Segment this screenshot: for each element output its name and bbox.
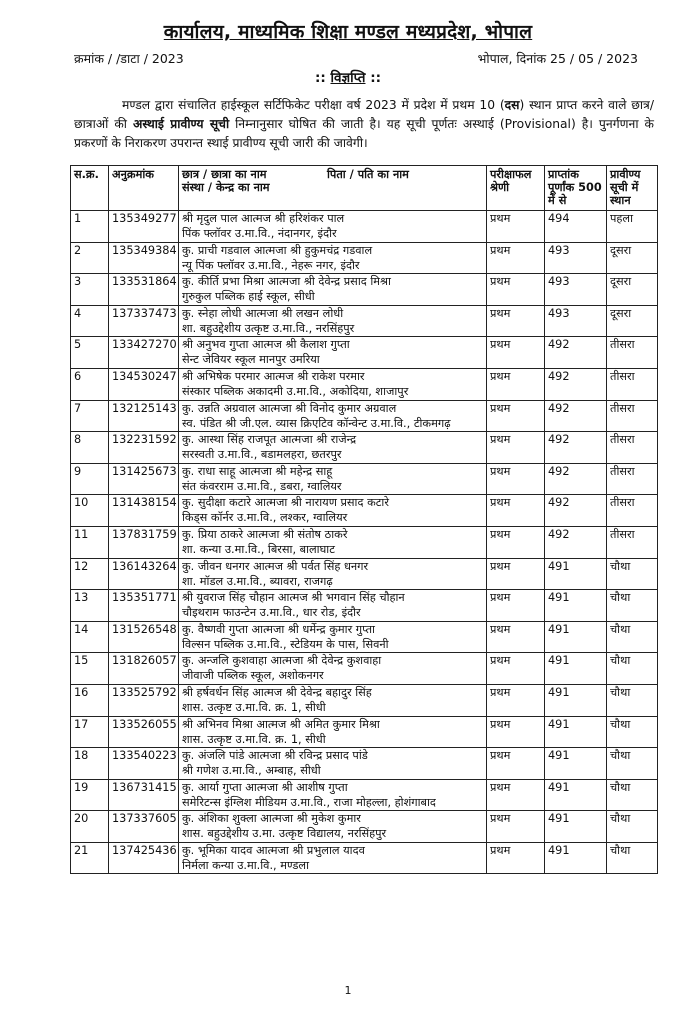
cell-marks: 491 [545,621,607,653]
intro-text-3: निम्नानुसार घोषित की जाती है। यह सूची पूर्णतः अस्थाई (Provisional) है। पुनर्गणना के प्रकरणों के निराकरण उपरान्त स्थाई प्रावीण्य सूची जारी की जावेगी। [74,117,654,150]
cell-marks: 492 [545,400,607,432]
header-division: परीक्षाफल श्रेणी [487,166,545,211]
cell-rank: दूसरा [607,305,658,337]
student-name: कु. स्नेहा लोधी आत्मजा श्री लखन लोधी [182,306,344,320]
cell-sno: 3 [71,274,109,306]
cell-division: प्रथम [487,684,545,716]
school-name: पिंक फ्लॉवर उ.मा.वि., नंदानगर, इंदौर [182,227,337,240]
cell-rank: तीसरा [607,337,658,369]
cell-roll: 137337605 [109,811,179,843]
cell-division: प्रथम [487,368,545,400]
header-name [179,166,487,211]
cell-name-school [179,779,487,811]
cell-marks: 491 [545,684,607,716]
table-row [71,590,658,622]
cell-marks: 492 [545,368,607,400]
cell-name-school [179,748,487,780]
table-row [71,684,658,716]
table-row [71,305,658,337]
cell-name-school [179,368,487,400]
cell-rank: चौथा [607,621,658,653]
cell-marks: 491 [545,653,607,685]
cell-name-school [179,211,487,243]
header-name-student: छात्र / छात्रा का नाम [182,168,267,181]
table-header-row [71,166,658,211]
cell-roll: 131526548 [109,621,179,653]
table-row [71,211,658,243]
student-name: कु. अन्जलि कुशवाहा आत्मजा श्री देवेन्द्र कुशवाहा [182,654,382,668]
cell-marks: 492 [545,495,607,527]
cell-marks: 491 [545,779,607,811]
school-name: न्यू पिंक फ्लॉवर उ.मा.वि., नेहरू नगर, इंदौर [182,258,360,272]
cell-division: प्रथम [487,305,545,337]
school-name: शा. बहुउद्देशीय उत्कृष्ट उ.मा.वि., नरसिंहपुर [182,321,355,335]
cell-roll: 133531864 [109,274,179,306]
student-name: कु. आस्था सिंह राजपूत आत्मजा श्री राजेन्द्र [182,433,357,447]
table-row [71,495,658,527]
cell-division: प्रथम [487,242,545,274]
cell-rank: तीसरा [607,368,658,400]
student-name: श्री युवराज सिंह चौहान आत्मज श्री भगवान सिंह चौहान [182,591,405,605]
intro-bold-2: अस्थाई प्रावीण्य सूची [132,117,230,131]
cell-roll: 136731415 [109,779,179,811]
cell-marks: 491 [545,811,607,843]
cell-sno: 8 [71,432,109,464]
cell-name-school [179,684,487,716]
page-number: 1 [344,984,352,997]
cell-division: प्रथम [487,653,545,685]
table-row [71,400,658,432]
student-name: कु. आर्या गुप्ता आत्मजा श्री आशीष गुप्ता [182,780,348,794]
cell-roll: 131425673 [109,463,179,495]
cell-name-school [179,400,487,432]
cell-rank: तीसरा [607,463,658,495]
cell-division: प्रथम [487,842,545,874]
cell-marks: 493 [545,242,607,274]
notice-heading [0,68,696,86]
cell-rank: चौथा [607,748,658,780]
cell-marks: 492 [545,432,607,464]
cell-sno: 21 [71,842,109,874]
cell-sno: 15 [71,653,109,685]
student-name: कु. कीर्ति प्रभा मिश्रा आत्मजा श्री देवेन्द्र प्रसाद मिश्रा [182,275,391,289]
cell-name-school [179,526,487,558]
cell-name-school [179,495,487,527]
cell-marks: 493 [545,305,607,337]
table-row [71,558,658,590]
cell-sno: 14 [71,621,109,653]
cell-division: प्रथम [487,463,545,495]
table-row [71,432,658,464]
intro-text-2: ) स्थान प्राप्त करने वाले छात्र/ छात्राओं की [74,98,654,131]
cell-roll: 133540223 [109,748,179,780]
cell-roll: 134530247 [109,368,179,400]
cell-roll: 131826057 [109,653,179,685]
header-name-parent: पिता / पति का नाम [327,168,409,181]
school-name: शास. बहुउद्देशीय उ.मा. उत्कृष्ट विद्यालय, नरसिंहपुर [182,827,387,841]
school-name: शास. उत्कृष्ट उ.मा.वि. क्र. 1, सीधी [182,732,326,746]
school-name: शास. उत्कृष्ट उ.मा.वि. क्र. 1, सीधी [182,700,326,714]
cell-sno: 12 [71,558,109,590]
cell-name-school [179,811,487,843]
school-name: विल्सन पब्लिक उ.मा.वि., स्टेडियम के पास, सिवनी [182,637,389,651]
cell-name-school [179,716,487,748]
cell-division: प्रथम [487,558,545,590]
school-name: किड्स कॉर्नर उ.मा.वि., लश्कर, ग्वालियर [182,511,348,525]
header-marks: प्राप्तांक पूर्णांक 500 में से [545,166,607,211]
cell-division: प्रथम [487,400,545,432]
cell-name-school [179,842,487,874]
table-row [71,368,658,400]
cell-name-school [179,305,487,337]
school-name: शा. मॉडल उ.मा.वि., ब्यावरा, राजगढ़ [182,574,333,588]
table-row [71,621,658,653]
school-name: समेरिटन्स इंग्लिश मीडियम उ.मा.वि., राजा मोहल्ला, होशंगाबाद [182,795,436,809]
cell-sno: 4 [71,305,109,337]
header-school: संस्था / केन्द्र का नाम [182,181,270,194]
school-name: संस्कार पब्लिक अकादमी उ.मा.वि., अकोदिया, शाजापुर [182,384,409,398]
student-name: श्री अनुभव गुप्ता आत्मज श्री कैलाश गुप्ता [182,338,350,352]
student-name: कु. जीवन धनगर आत्मज श्री पर्वत सिंह धनगर [182,559,369,573]
cell-sno: 5 [71,337,109,369]
cell-sno: 11 [71,526,109,558]
notice-suffix: :: [365,70,381,86]
cell-division: प्रथम [487,337,545,369]
cell-division: प्रथम [487,811,545,843]
cell-rank: चौथा [607,779,658,811]
header-rank: प्रावीण्य सूची में स्थान [607,166,658,211]
cell-division: प्रथम [487,495,545,527]
table-row [71,463,658,495]
cell-sno: 7 [71,400,109,432]
cell-name-school [179,337,487,369]
cell-rank: दूसरा [607,274,658,306]
cell-marks: 491 [545,716,607,748]
student-name: कु. भूमिका यादव आत्मजा श्री प्रभुलाल यादव [182,843,365,857]
cell-rank: दूसरा [607,242,658,274]
school-name: श्री गणेश उ.मा.वि., अम्बाह, सीधी [182,764,321,778]
cell-rank: तीसरा [607,495,658,527]
student-name: कु. प्राची गडवाल आत्मजा श्री हुकुमचंद्र गडवाल [182,243,373,257]
student-name: श्री मृदुल पाल आत्मज श्री हरिशंकर पाल [182,212,345,225]
cell-name-school [179,621,487,653]
merit-list-table [70,165,658,874]
cell-roll: 132125143 [109,400,179,432]
cell-roll: 135351771 [109,590,179,622]
school-name: सरस्वती उ.मा.वि., बडामलहरा, छतरपुर [182,448,342,462]
place-date: भोपाल, दिनांक 25 / 05 / 2023 [477,51,638,66]
intro-paragraph [74,96,654,153]
cell-name-school [179,590,487,622]
intro-bold-1: दस [504,98,520,112]
cell-roll: 133427270 [109,337,179,369]
cell-name-school [179,463,487,495]
header-roll: अनुक्रमांक [109,166,179,211]
school-name: जीवाजी पब्लिक स्कूल, अशोकनगर [182,669,324,683]
cell-roll: 135349277 [109,211,179,243]
cell-marks: 492 [545,337,607,369]
cell-roll: 132231592 [109,432,179,464]
school-name: गुरुकुल पब्लिक हाई स्कूल, सीधी [182,290,315,304]
school-name: सेन्ट जेवियर स्कूल मानपुर उमरिया [182,353,320,367]
cell-roll: 131438154 [109,495,179,527]
cell-sno: 13 [71,590,109,622]
cell-rank: चौथा [607,558,658,590]
cell-marks: 492 [545,463,607,495]
intro-text-1: मण्डल द्वारा संचालित हाईस्कूल सर्टिफिकेट परीक्षा वर्ष 2023 में प्रदेश में प्रथम 10 ( [122,98,505,112]
cell-division: प्रथम [487,748,545,780]
cell-marks: 491 [545,590,607,622]
cell-rank: तीसरा [607,400,658,432]
cell-rank: चौथा [607,716,658,748]
cell-division: प्रथम [487,621,545,653]
cell-division: प्रथम [487,432,545,464]
cell-sno: 20 [71,811,109,843]
table-row [71,653,658,685]
table-row [71,779,658,811]
table-row [71,842,658,874]
cell-marks: 491 [545,558,607,590]
cell-sno: 10 [71,495,109,527]
office-title: कार्यालय, माध्यमिक शिक्षा मण्डल मध्यप्रदेश, भोपाल [163,21,533,43]
cell-marks: 493 [545,274,607,306]
cell-marks: 494 [545,211,607,243]
student-name: कु. वैष्णवी गुप्ता आत्मजा श्री धर्मेन्द्र कुमार गुप्ता [182,622,375,636]
cell-roll: 133526055 [109,716,179,748]
cell-sno: 16 [71,684,109,716]
cell-division: प्रथम [487,526,545,558]
cell-sno: 17 [71,716,109,748]
cell-roll: 135349384 [109,242,179,274]
cell-rank: चौथा [607,653,658,685]
cell-division: प्रथम [487,590,545,622]
student-name: कु. राधा साहू आत्मजा श्री महेन्द्र साहू [182,464,333,478]
student-name: कु. उन्नति अग्रवाल आत्मजा श्री विनोद कुमार अग्रवाल [182,401,397,415]
cell-division: प्रथम [487,779,545,811]
school-name: निर्मला कन्या उ.मा.वि., मण्डला [182,858,309,872]
reference-number: क्रमांक / /डाटा / 2023 [74,51,184,66]
cell-rank: पहला [607,211,658,243]
student-name: कु. सुदीक्षा कटारे आत्मजा श्री नारायण प्रसाद कटारे [182,496,389,510]
student-name: श्री अभिनव मिश्रा आत्मज श्री अमित कुमार मिश्रा [182,717,380,731]
cell-division: प्रथम [487,211,545,243]
school-name: संत कंवरराम उ.मा.वि., डबरा, ग्वालियर [182,479,342,493]
cell-rank: चौथा [607,811,658,843]
table-row [71,274,658,306]
cell-roll: 137425436 [109,842,179,874]
table-body [71,211,658,874]
cell-roll: 133525792 [109,684,179,716]
cell-marks: 491 [545,748,607,780]
cell-name-school [179,274,487,306]
school-name: स्व. पंडित श्री जी.एल. व्यास क्रिएटिव कॉन्वेन्ट उ.मा.वि., टीकमगढ़ [182,416,451,430]
cell-roll: 136143264 [109,558,179,590]
cell-rank: तीसरा [607,526,658,558]
student-name: श्री अभिषेक परमार आत्मज श्री राकेश परमार [182,369,365,383]
cell-sno: 2 [71,242,109,274]
cell-name-school [179,558,487,590]
cell-marks: 491 [545,842,607,874]
cell-name-school [179,653,487,685]
table-row [71,811,658,843]
table-row [71,716,658,748]
notice-word: विज्ञप्ति [330,70,366,86]
cell-rank: तीसरा [607,432,658,464]
notice-prefix: :: [314,70,331,86]
student-name: श्री हर्षवर्धन सिंह आत्मज श्री देवेन्द्र बहादुर सिंह [182,685,372,699]
student-name: कु. प्रिया ठाकरे आत्मजा श्री संतोष ठाकरे [182,527,348,541]
table-row [71,242,658,274]
student-name: कु. अंजलि पांडे आत्मजा श्री रविन्द्र प्रसाद पांडे [182,749,368,763]
cell-division: प्रथम [487,274,545,306]
cell-name-school [179,432,487,464]
school-name: शा. कन्या उ.मा.वि., बिरसा, बालाघाट [182,542,335,556]
cell-rank: चौथा [607,842,658,874]
cell-sno: 18 [71,748,109,780]
cell-roll: 137831759 [109,526,179,558]
cell-roll: 137337473 [109,305,179,337]
cell-name-school [179,242,487,274]
cell-sno: 6 [71,368,109,400]
cell-sno: 1 [71,211,109,243]
student-name: कु. अंशिका शुक्ला आत्मजा श्री मुकेश कुमार [182,812,361,826]
table-row [71,526,658,558]
header-sno: स.क्र. [71,166,109,211]
cell-sno: 19 [71,779,109,811]
table-row [71,337,658,369]
table-row [71,748,658,780]
cell-sno: 9 [71,463,109,495]
cell-rank: चौथा [607,590,658,622]
cell-marks: 492 [545,526,607,558]
cell-division: प्रथम [487,716,545,748]
cell-rank: चौथा [607,684,658,716]
school-name: चौइथराम फाउन्टेन उ.मा.वि., धार रोड, इंदौर [182,606,361,620]
